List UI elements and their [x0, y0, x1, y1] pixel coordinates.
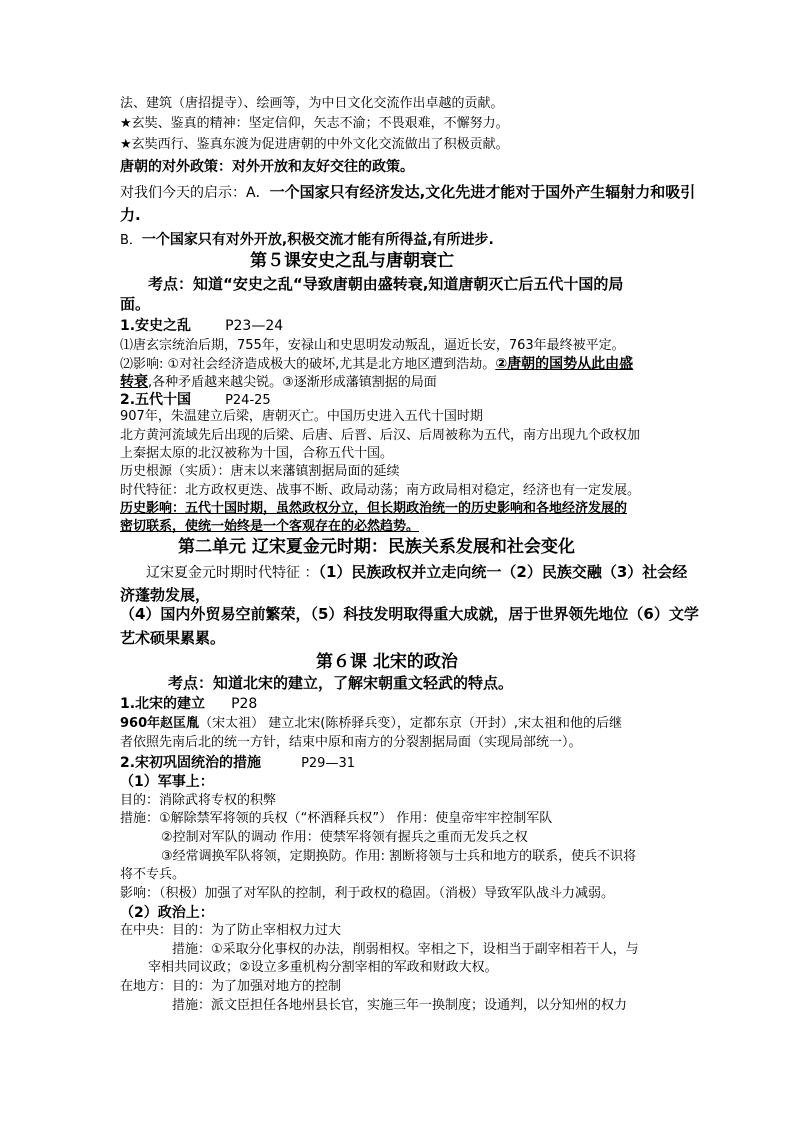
text-line: 措施：派文臣担任各地州县长官，实施三年一换制度；设通判，以分知州的权力: [172, 998, 628, 1013]
text-span: 辽宋夏金元时期时代特征 ：: [146, 565, 319, 581]
text-line: [146, 564, 687, 581]
text-line: ③经常调换军队将领，定期换防。作用: 割断将领与士兵和地方的联系，使兵不识将: [161, 849, 637, 864]
text-line: 在地方：目的：为了加强对地方的控制: [120, 979, 342, 994]
text-line: 在中央：目的：为了防止宰相权力过大: [120, 923, 342, 938]
text-line-bold-underline: 历史影响：五代十国时期，虽然政权分立，但长期政治统一的历史影响和各地经济发展的: [120, 501, 628, 516]
text-span-bold: （1）民族政权并立走向统一（2）民族交融（3）社会经: [318, 563, 688, 581]
text-line: [120, 356, 633, 373]
text-line: 者依照先南后北的统一方针，结束中原和南方的分裂割据局面（实现局部统一）。: [120, 735, 582, 750]
text-line-bold: （4）国内外贸易空前繁荣，（5）科技发明取得重大成就，居于世界领先地位（6）文学: [120, 605, 699, 623]
text-span-bold-underline: 转衰: [120, 374, 148, 390]
text-line: 宰相共同议政；②设立多重机构分割宰相的军政和财政大权。: [148, 960, 498, 975]
text-line-bold: 艺术硕果累累。: [120, 629, 226, 647]
exam-point: 考点：知道“安史之乱“导致唐朝由盛转衰,知道唐朝灭亡后五代十国的局: [148, 275, 624, 293]
lesson-heading: 第６课 北宋的政治: [316, 652, 458, 672]
section-heading: [120, 696, 257, 712]
text-line: 措施：①采取分化事权的办法，削弱相权。宰相之下，设相当于副宰相若干人，与: [172, 942, 639, 957]
text-span-bold: 2.五代十国: [120, 392, 192, 408]
text-line: ⑴唐玄宗统治后期，755年，安禄山和史思明发动叛乱，逼近长安，763年最终被平定。: [120, 338, 625, 353]
text-line: 907年，朱温建立后梁，唐朝灭亡。中国历史进入五代十国时期: [120, 409, 483, 424]
text-span-bold: 1.北宋的建立: [120, 696, 206, 712]
text-line: 影响：（积极）加强了对军队的控制，利于政权的稳固。（消极）导致军队战斗力减弱。: [120, 886, 615, 901]
text-span: ⑵影响: ①对社会经济造成极大的破坏,尤其是北方地区遭到浩劫。: [120, 357, 496, 372]
text-span: P28: [231, 696, 258, 712]
text-line: ★玄奘、鉴真的精神：坚定信仰，矢志不渝；不畏艰难，不懈努力。: [120, 116, 509, 131]
exam-point: 考点：知道北宋的建立，了解宋朝重文轻武的特点。: [168, 674, 514, 692]
section-heading: [120, 392, 271, 409]
text-span-bold: 960年赵匡胤: [120, 716, 200, 731]
text-line: [120, 232, 494, 249]
text-line: ②控制对军队的调动 作用：使禁军将领有握兵之重而无发兵之权: [161, 830, 528, 845]
text-line: 目的：消除武将专权的积弊: [120, 793, 277, 808]
text-span: P29—31: [301, 756, 355, 771]
text-span: ,各种矛盾越来越尖锐。③逐渐形成藩镇割据的局面: [148, 375, 437, 390]
text-line: 措施：①解除禁军将领的兵权（“杯酒释兵权”） 作用：使皇帝牢牢控制军队: [120, 811, 553, 826]
text-line: ★玄奘西行、鉴真东渡为促进唐朝的中外文化交流做出了积极贡献。: [120, 137, 509, 152]
text-span: P24-25: [225, 393, 271, 408]
text-span-bold: 1.安史之乱: [120, 318, 192, 334]
text-line-bold: 济蓬勃发展，: [120, 586, 211, 604]
text-line: 历史根源（实质）：唐末以来藩镇割据局面的延续: [120, 464, 400, 479]
text-span-bold: 一个国家只有经济发达,文化先进才能对于国外产生辐射力和吸引: [269, 183, 696, 201]
text-line: 时代特征：北方政权更迭、战事不断、政局动荡；南方政局相对稳定，经济也有一定发展。: [120, 483, 641, 498]
text-span-bold: 2.宋初巩固统治的措施: [120, 755, 262, 771]
text-line-bold-underline: 密切联系，使统一始终是一个客观存在的必然趋势。: [120, 519, 420, 534]
unit-heading: 第二单元 辽宋夏金元时期：民族关系发展和社会变化: [178, 537, 575, 557]
text-span: 对我们今天的启示：A．: [120, 185, 270, 201]
text-line: 法、建筑（唐招提寺）、绘画等，为中日文化交流作出卓越的贡献。: [120, 96, 504, 111]
subsection-heading: （1）军事上：: [120, 774, 214, 790]
text-span: B．: [120, 233, 142, 248]
text-line-bold: 唐朝的对外政策：对外开放和友好交往的政策。: [120, 159, 414, 175]
section-heading: [120, 318, 283, 334]
text-span: P23—24: [225, 318, 284, 334]
text-span-bold-underline: ②唐朝的国势从此由盛: [495, 356, 634, 372]
text-line-bold: 面。: [120, 295, 151, 313]
text-line: 上秦据太原的北汉被称为十国，合称五代十国。: [120, 446, 394, 461]
text-line: 将不专兵。: [120, 867, 186, 882]
text-line: [120, 717, 622, 732]
text-line: [120, 374, 437, 391]
text-line-bold: 力.: [120, 206, 141, 224]
text-line: 北方黄河流域先后出现的后梁、后唐、后晋、后汉、后周被称为五代，南方出现九个政权加: [120, 428, 641, 443]
lesson-heading: 第５课安史之乱与唐朝衰亡: [250, 251, 454, 271]
subsection-heading: （2）政治上：: [120, 905, 214, 921]
text-line: [120, 184, 695, 201]
text-span-bold: 一个国家只有对外开放,积极交流才能有所得益,有所进步.: [141, 232, 494, 248]
section-heading: [120, 755, 355, 772]
text-span: （宋太祖） 建立北宋(陈桥驿兵变），定都东京（开封）,宋太祖和他的后继: [199, 716, 622, 731]
